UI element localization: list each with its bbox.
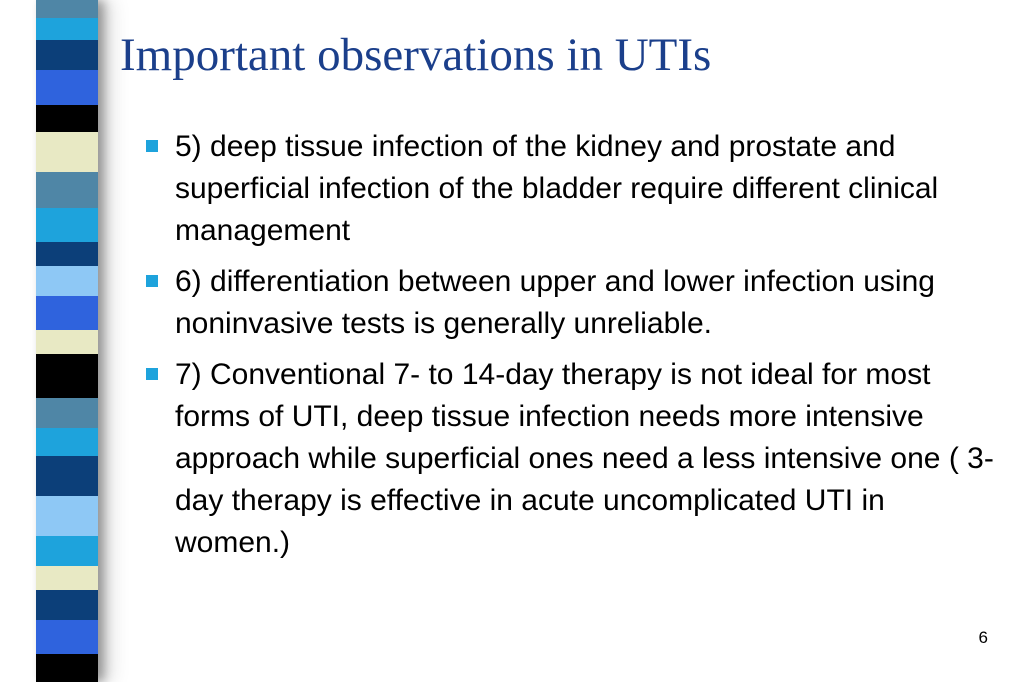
bullet-item xyxy=(140,126,1000,252)
stripe-segment xyxy=(36,18,98,40)
stripe-segment xyxy=(36,354,98,398)
stripe-segment xyxy=(36,40,98,70)
stripe-segment xyxy=(36,132,98,172)
stripe-segment xyxy=(36,70,98,105)
stripe-segment xyxy=(36,496,98,536)
stripe-segment xyxy=(36,105,98,132)
stripe-segment xyxy=(36,242,98,266)
slide-number: 6 xyxy=(978,628,988,647)
stripe-segment xyxy=(36,0,98,18)
bullet-text: 7) Conventional 7- to 14-day therapy is not ideal for most forms of UTI, deep tissue infection needs more intensive approach while superficial ones need a less intensive one ( 3-day therapy is effective in acute uncomplicated UTI in women.) xyxy=(175,358,994,559)
stripe-segment xyxy=(36,566,98,590)
stripe-segment xyxy=(36,330,98,354)
stripe-segment xyxy=(36,172,98,208)
bullet-text: 6) differentiation between upper and lower infection using noninvasive tests is generally unreliable. xyxy=(175,265,935,340)
stripe-segment xyxy=(36,428,98,456)
square-bullet-icon xyxy=(146,140,158,152)
stripe-segment xyxy=(36,266,98,296)
stripe-segment xyxy=(36,590,98,620)
bullet-text: 5) deep tissue infection of the kidney and prostate and superficial infection of the bladder require different clinical management xyxy=(175,130,939,247)
square-bullet-icon xyxy=(146,275,158,287)
bullet-item xyxy=(140,354,1000,564)
stripe-segment xyxy=(36,296,98,330)
square-bullet-icon xyxy=(146,368,158,380)
bullet-item xyxy=(140,261,1000,345)
stripe-segment xyxy=(36,208,98,242)
bullet-list xyxy=(140,126,1000,573)
stripe-segment xyxy=(36,398,98,428)
stripe-segment xyxy=(36,654,98,682)
stripe-segment xyxy=(36,536,98,566)
decorative-stripe-bar xyxy=(36,0,98,682)
slide-title: Important observations in UTIs xyxy=(120,29,712,81)
stripe-segment xyxy=(36,620,98,654)
stripe-segment xyxy=(36,456,98,496)
